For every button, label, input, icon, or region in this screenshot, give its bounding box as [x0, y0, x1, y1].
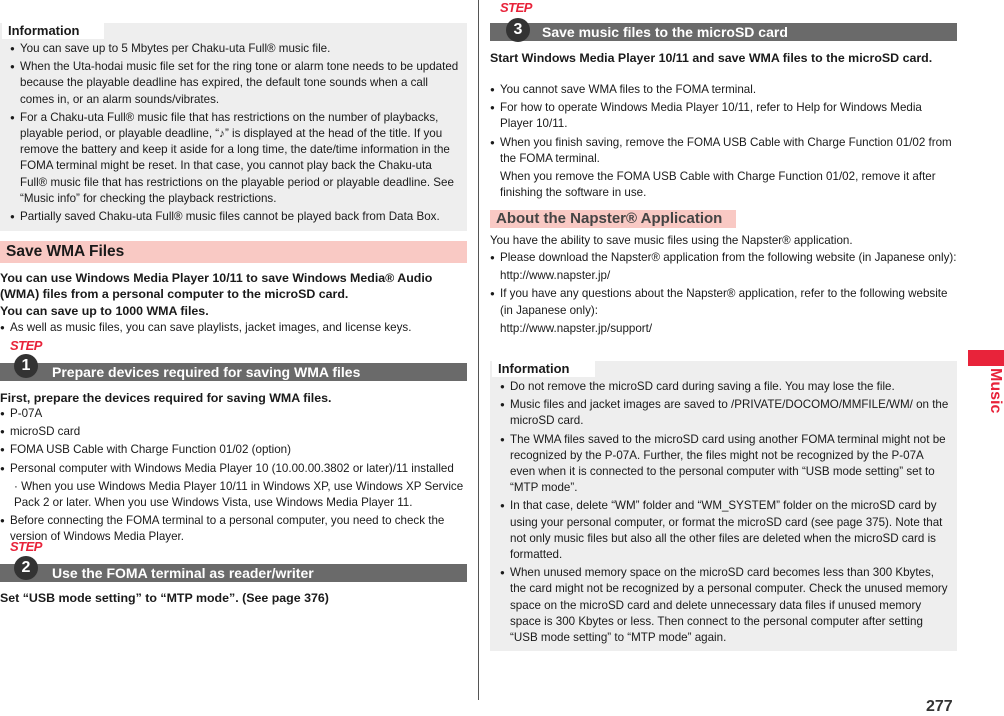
- step1-title: Prepare devices required for saving WMA files: [52, 364, 361, 380]
- list-item: ● FOMA USB Cable with Charge Function 01/02 (option): [0, 442, 467, 458]
- step-word: STEP: [500, 0, 532, 15]
- list-item: ● When you finish saving, remove the FOMA USB Cable with Charge Function 01/02 from the FOMA terminal.: [490, 135, 957, 167]
- napster-url[interactable]: http://www.napster.jp/: [500, 269, 611, 283]
- step3-list: [490, 82, 957, 203]
- napster-heading: About the Napster® Application: [496, 210, 723, 227]
- napster-heading-bar: [490, 210, 736, 228]
- list-item: ● Before connecting the FOMA terminal to a personal computer, you need to check the version of Windows Media Player.: [0, 513, 467, 545]
- music-side-label: Music: [987, 368, 1004, 414]
- info-item: ● When unused memory space on the microSD card becomes less than 300 Kbytes, the card might not be recognized by a personal computer. Check the unused memory space on the microSD card and delete unnecessary data files if unused memory space is 300 Kbytes or less. Then connect to the personal computer after setting “USB mode setting” to “MTP mode” again.: [500, 565, 951, 646]
- list-item: ● Please download the Napster® application from the following website (in Japanese only):: [490, 250, 957, 266]
- step-word: STEP: [10, 338, 42, 353]
- list-item: ● microSD card: [0, 424, 467, 440]
- step1-lead: First, prepare the devices required for saving WMA files.: [0, 391, 332, 405]
- step3-number: 3: [506, 18, 530, 42]
- information-box-right: [490, 361, 957, 651]
- save-wma-limit: You can save up to 1000 WMA files.: [0, 304, 209, 318]
- information-list: [10, 41, 461, 227]
- step1-list: [0, 406, 467, 547]
- list-subitem: · When you use Windows Media Player 10/11 in Windows XP, use Windows XP Service Pack 2 or later. When you use Windows Vista, use Windows Media Player 11.: [14, 479, 464, 509]
- info-item: ● For a Chaku-uta Full® music file that has restrictions on the number of playbacks, playable period, or playable deadline, “♪” is displayed at the head of the title. If you remove the battery and keep it aside for a long time, the date/time information in the FOMA terminal might be reset. In that case, you cannot play back the Chaku-uta Full® music file that has restrictions on the playable period or playable deadline. See “Music info” for checking the playback restrictions.: [10, 110, 461, 207]
- music-side-tab: [968, 350, 1004, 366]
- information-tag: Information: [492, 361, 595, 377]
- info-item: ● Do not remove the microSD card during saving a file. You may lose the file.: [500, 379, 951, 395]
- information-box-left: [0, 23, 467, 231]
- step-word: STEP: [10, 539, 42, 554]
- step3-title: Save music files to the microSD card: [542, 24, 788, 40]
- save-wma-heading: Save WMA Files: [6, 243, 125, 260]
- info-subitem: ● In that case, delete “WM” folder and “WM_SYSTEM” folder on the microSD card by using your personal computer, or format the microSD card (see page 375). Note that not only music files but also all the other files are deleted when the microSD card is formatted.: [500, 498, 951, 563]
- step1-bar: [0, 363, 467, 381]
- info-item: ● Music files and jacket images are saved to /PRIVATE/DOCOMO/MMFILE/WM/ on the microSD card.: [500, 397, 951, 429]
- information-list: [500, 379, 951, 648]
- save-wma-notes: [0, 320, 465, 338]
- step2-lead: Set “USB mode setting” to “MTP mode”. (See page 376): [0, 591, 329, 605]
- list-item: ● As well as music files, you can save playlists, jacket images, and license keys.: [0, 320, 465, 336]
- info-item: ● When the Uta-hodai music file set for the ring tone or alarm tone needs to be updated because the playable deadline has expired, the default tone sounds when a call comes in, or an alarm sounds/vibrates.: [10, 59, 461, 108]
- napster-intro: You have the ability to save music files using the Napster® application.: [490, 234, 853, 247]
- save-wma-intro: You can use Windows Media Player 10/11 to save Windows Media® Audio (WMA) files from a personal computer to the microSD card.: [0, 271, 433, 301]
- step1-number: 1: [14, 354, 38, 378]
- step2-bar: [0, 564, 467, 582]
- step2-title: Use the FOMA terminal as reader/writer: [52, 565, 314, 581]
- step3-bar: [490, 23, 957, 41]
- column-divider: [478, 0, 479, 700]
- page-number: 277: [926, 698, 953, 715]
- list-item: ● P-07A: [0, 406, 467, 422]
- napster-list: [490, 250, 957, 339]
- step2-number: 2: [14, 556, 38, 580]
- napster-support-url[interactable]: http://www.napster.jp/support/: [500, 321, 653, 335]
- info-item: ● Partially saved Chaku-uta Full® music files cannot be played back from Data Box.: [10, 209, 461, 225]
- list-item: ● If you have any questions about the Napster® application, refer to the following website (in Japanese only):: [490, 286, 957, 318]
- list-item: ● Personal computer with Windows Media Player 10 (10.00.00.3802 or later)/11 installed: [0, 461, 467, 477]
- list-item: ● You cannot save WMA files to the FOMA terminal.: [490, 82, 957, 98]
- save-wma-heading-bar: [0, 241, 467, 263]
- info-item: ● The WMA files saved to the microSD card using another FOMA terminal might not be recognized by the P-07A. Further, the files might not be recognized by the P-07A even when it is connected to the personal computer with “USB mode setting” set to “MTP mode”.: [500, 432, 951, 497]
- list-subitem: When you remove the FOMA USB Cable with Charge Function 01/02, remove it after finishing the software in use.: [500, 170, 936, 200]
- list-item: ● For how to operate Windows Media Player 10/11, refer to Help for Windows Media Player 10/11.: [490, 100, 957, 132]
- step3-lead: Start Windows Media Player 10/11 and save WMA files to the microSD card.: [490, 51, 933, 65]
- information-tag: Information: [2, 23, 104, 39]
- info-item: ● You can save up to 5 Mbytes per Chaku-uta Full® music file.: [10, 41, 461, 57]
